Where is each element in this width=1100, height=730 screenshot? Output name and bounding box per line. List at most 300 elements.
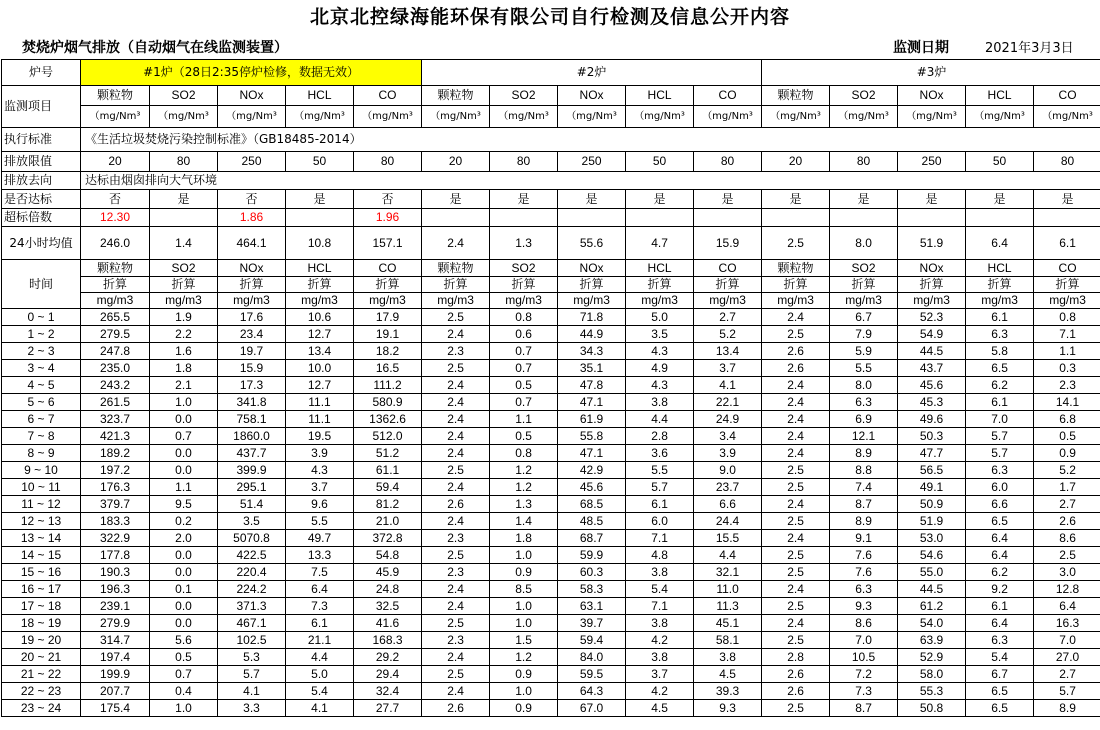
hour-row: [2, 513, 1100, 530]
hour-value: 0.0: [150, 547, 218, 564]
hour-value: 2.6: [422, 496, 490, 513]
hour-value: 6.2: [966, 564, 1034, 581]
hour-value: 27.0: [1034, 649, 1100, 666]
hour-value: 17.6: [218, 309, 286, 326]
hour-value: 42.9: [558, 462, 626, 479]
hour-value: 8.6: [830, 615, 898, 632]
exceed-value: [558, 209, 626, 227]
hour-value: 59.9: [558, 547, 626, 564]
hour-value: 54.8: [354, 547, 422, 564]
pollutant-header: CO: [354, 86, 422, 106]
calc-pollutant-name: 颗粒物: [422, 260, 490, 277]
emission-table: [1, 59, 1100, 717]
hour-value: 11.1: [286, 394, 354, 411]
hour-value: 6.5: [966, 700, 1034, 717]
hour-value: 21.1: [286, 632, 354, 649]
hour-value: 56.5: [898, 462, 966, 479]
unit-cell: （mg/Nm³: [490, 106, 558, 128]
hour-value: 7.0: [830, 632, 898, 649]
hour-value: 4.5: [694, 666, 762, 683]
calc-converted-label: 折算: [81, 277, 150, 293]
calc-converted-label: 折算: [286, 277, 354, 293]
hour-value: 5.7: [626, 479, 694, 496]
limit-label: 排放限值: [2, 152, 81, 172]
hour-value: 0.5: [490, 428, 558, 445]
hour-value: 6.8: [1034, 411, 1100, 428]
calc-pollutant-name: SO2: [490, 260, 558, 277]
hour-value: 372.8: [354, 530, 422, 547]
hour-value: 2.5: [762, 479, 830, 496]
hour-value: 0.0: [150, 598, 218, 615]
hour-value: 2.6: [762, 683, 830, 700]
unit-cell: （mg/Nm³: [422, 106, 490, 128]
calc-pollutant-name: NOx: [218, 260, 286, 277]
hour-value: 11.3: [694, 598, 762, 615]
hour-value: 7.0: [966, 411, 1034, 428]
exceed-value: 12.30: [81, 209, 150, 227]
hour-value: 19.5: [286, 428, 354, 445]
hour-value: 111.2: [354, 377, 422, 394]
hour-value: 1.0: [490, 547, 558, 564]
hour-value: 3.3: [218, 700, 286, 717]
hour-value: 7.4: [830, 479, 898, 496]
hour-value: 0.0: [150, 615, 218, 632]
pollutant-header: 颗粒物: [422, 86, 490, 106]
hour-value: 6.4: [1034, 598, 1100, 615]
hour-value: 2.4: [762, 496, 830, 513]
unit-cell: （mg/Nm³: [286, 106, 354, 128]
hour-value: 3.5: [218, 513, 286, 530]
hour-value: 8.5: [490, 581, 558, 598]
hour-value: 279.5: [81, 326, 150, 343]
hour-value: 16.3: [1034, 615, 1100, 632]
compliance-value: 是: [150, 190, 218, 209]
hour-value: 421.3: [81, 428, 150, 445]
hour-value: 8.8: [830, 462, 898, 479]
pollutant-header: HCL: [626, 86, 694, 106]
pollutant-header: SO2: [150, 86, 218, 106]
hour-time: 12 ~ 13: [2, 513, 81, 530]
pollutant-header: NOx: [898, 86, 966, 106]
compliance-value: 是: [898, 190, 966, 209]
hour-value: 7.3: [830, 683, 898, 700]
hour-row: [2, 394, 1100, 411]
limit-row: [2, 152, 1100, 172]
hour-value: 51.9: [898, 513, 966, 530]
hour-row: [2, 360, 1100, 377]
hour-value: 8.9: [1034, 700, 1100, 717]
hour-value: 41.6: [354, 615, 422, 632]
hour-value: 52.9: [898, 649, 966, 666]
hour-value: 8.0: [830, 377, 898, 394]
hour-row: [2, 530, 1100, 547]
hour-time: 17 ~ 18: [2, 598, 81, 615]
hour-value: 2.4: [762, 445, 830, 462]
hour-row: [2, 377, 1100, 394]
pollutant-header: 颗粒物: [81, 86, 150, 106]
hour-value: 1.8: [490, 530, 558, 547]
hour-value: 0.9: [490, 564, 558, 581]
hour-value: 2.5: [762, 547, 830, 564]
hour-value: 6.3: [830, 581, 898, 598]
hour-value: 6.1: [966, 309, 1034, 326]
calc-converted-label: 折算: [422, 277, 490, 293]
hour-value: 0.7: [150, 666, 218, 683]
hour-value: 177.8: [81, 547, 150, 564]
hour-value: 6.4: [966, 615, 1034, 632]
hour-value: 71.8: [558, 309, 626, 326]
hour-value: 21.0: [354, 513, 422, 530]
exceed-value: [966, 209, 1034, 227]
hour-row: [2, 445, 1100, 462]
pollutant-header: 颗粒物: [762, 86, 830, 106]
hour-value: 5.4: [626, 581, 694, 598]
hour-value: 2.4: [422, 581, 490, 598]
hour-time: 16 ~ 17: [2, 581, 81, 598]
exceed-value: 1.86: [218, 209, 286, 227]
hour-value: 4.2: [626, 632, 694, 649]
hour-value: 102.5: [218, 632, 286, 649]
hour-value: 58.3: [558, 581, 626, 598]
hour-value: 220.4: [218, 564, 286, 581]
hour-value: 2.5: [762, 564, 830, 581]
hour-value: 8.7: [830, 700, 898, 717]
hour-value: 2.5: [422, 462, 490, 479]
hour-value: 12.7: [286, 326, 354, 343]
hour-value: 7.9: [830, 326, 898, 343]
hour-value: 53.0: [898, 530, 966, 547]
standard-label: 执行标准: [2, 128, 81, 152]
hour-value: 2.4: [762, 394, 830, 411]
hour-value: 39.7: [558, 615, 626, 632]
exceed-value: [490, 209, 558, 227]
hour-value: 1.4: [490, 513, 558, 530]
hour-value: 1.1: [490, 411, 558, 428]
furnace-3-header: #3炉: [762, 60, 1100, 86]
hour-value: 4.3: [286, 462, 354, 479]
hour-value: 0.7: [150, 428, 218, 445]
hour-value: 19.1: [354, 326, 422, 343]
pollutant-header: NOx: [558, 86, 626, 106]
hour-value: 7.6: [830, 547, 898, 564]
hour-row: [2, 479, 1100, 496]
hour-value: 6.7: [966, 666, 1034, 683]
hour-value: 44.5: [898, 581, 966, 598]
hour-value: 1.5: [490, 632, 558, 649]
hour-value: 1.0: [490, 598, 558, 615]
hour-value: 6.0: [626, 513, 694, 530]
hour-value: 1.1: [1034, 343, 1100, 360]
hour-value: 17.3: [218, 377, 286, 394]
limit-value: 20: [81, 152, 150, 172]
hour-value: 261.5: [81, 394, 150, 411]
avg-24h-value: 464.1: [218, 227, 286, 260]
hour-value: 47.1: [558, 394, 626, 411]
exceed-value: [762, 209, 830, 227]
hour-value: 5.9: [830, 343, 898, 360]
hour-value: 2.3: [422, 343, 490, 360]
avg-24h-value: 8.0: [830, 227, 898, 260]
hour-value: 59.4: [354, 479, 422, 496]
hour-value: 6.2: [966, 377, 1034, 394]
hour-value: 29.2: [354, 649, 422, 666]
compliance-value: 是: [490, 190, 558, 209]
limit-value: 80: [1034, 152, 1100, 172]
calc-pollutant-name: 颗粒物: [81, 260, 150, 277]
hour-value: 2.5: [422, 666, 490, 683]
hour-value: 9.5: [150, 496, 218, 513]
calc-pollutant-name: 颗粒物: [762, 260, 830, 277]
hour-value: 0.5: [490, 377, 558, 394]
hour-value: 55.0: [898, 564, 966, 581]
hour-value: 5.7: [1034, 683, 1100, 700]
hour-value: 1.0: [490, 615, 558, 632]
hour-value: 64.3: [558, 683, 626, 700]
hour-value: 2.5: [422, 360, 490, 377]
hour-value: 11.0: [694, 581, 762, 598]
hour-value: 2.4: [762, 309, 830, 326]
exceed-row: [2, 209, 1100, 227]
hour-value: 0.8: [490, 309, 558, 326]
hour-value: 512.0: [354, 428, 422, 445]
hour-value: 0.0: [150, 564, 218, 581]
hour-value: 189.2: [81, 445, 150, 462]
hour-value: 8.6: [1034, 530, 1100, 547]
hour-value: 4.4: [626, 411, 694, 428]
hour-value: 176.3: [81, 479, 150, 496]
hour-value: 2.5: [422, 309, 490, 326]
exceed-value: [422, 209, 490, 227]
calc-converted-label: 折算: [218, 277, 286, 293]
hour-value: 2.5: [762, 462, 830, 479]
hour-value: 379.7: [81, 496, 150, 513]
calc-converted-label: 折算: [558, 277, 626, 293]
hour-value: 47.7: [898, 445, 966, 462]
hour-value: 4.3: [626, 377, 694, 394]
hour-time: 3 ~ 4: [2, 360, 81, 377]
hour-value: 58.1: [694, 632, 762, 649]
hour-value: 2.4: [762, 581, 830, 598]
hour-time: 23 ~ 24: [2, 700, 81, 717]
hour-value: 2.6: [762, 360, 830, 377]
hour-time: 4 ~ 5: [2, 377, 81, 394]
hour-value: 9.2: [966, 581, 1034, 598]
limit-value: 250: [558, 152, 626, 172]
calc-converted-label: 折算: [966, 277, 1034, 293]
hour-value: 12.7: [286, 377, 354, 394]
hour-value: 2.3: [422, 632, 490, 649]
hour-value: 5.4: [966, 649, 1034, 666]
hour-value: 9.6: [286, 496, 354, 513]
hour-value: 10.6: [286, 309, 354, 326]
calc-converted-label: 折算: [1034, 277, 1100, 293]
hour-value: 3.9: [694, 445, 762, 462]
hour-row: [2, 564, 1100, 581]
hour-value: 5.5: [626, 462, 694, 479]
hour-value: 51.2: [354, 445, 422, 462]
hour-value: 24.9: [694, 411, 762, 428]
hour-value: 63.9: [898, 632, 966, 649]
hour-value: 197.2: [81, 462, 150, 479]
hour-value: 2.3: [422, 530, 490, 547]
unit-cell: （mg/Nm³: [830, 106, 898, 128]
hour-value: 0.7: [490, 394, 558, 411]
hour-value: 6.3: [830, 394, 898, 411]
hour-value: 2.5: [762, 326, 830, 343]
limit-value: 80: [490, 152, 558, 172]
hour-value: 12.8: [1034, 581, 1100, 598]
hour-value: 60.3: [558, 564, 626, 581]
hour-time: 10 ~ 11: [2, 479, 81, 496]
hour-value: 323.7: [81, 411, 150, 428]
unit-cell: （mg/Nm³: [898, 106, 966, 128]
hour-row: [2, 343, 1100, 360]
hour-value: 2.5: [422, 615, 490, 632]
compliance-value: 否: [354, 190, 422, 209]
hour-time: 19 ~ 20: [2, 632, 81, 649]
hour-value: 55.3: [898, 683, 966, 700]
avg-24h-value: 6.1: [1034, 227, 1100, 260]
hour-value: 3.6: [626, 445, 694, 462]
avg-24h-value: 157.1: [354, 227, 422, 260]
hour-value: 190.3: [81, 564, 150, 581]
calc-pollutant-name: NOx: [558, 260, 626, 277]
hour-value: 16.5: [354, 360, 422, 377]
exceed-value: [286, 209, 354, 227]
hour-value: 5.4: [286, 683, 354, 700]
hour-time: 1 ~ 2: [2, 326, 81, 343]
hour-value: 61.2: [898, 598, 966, 615]
destination-row: [2, 172, 1100, 190]
hour-value: 4.9: [626, 360, 694, 377]
hour-value: 6.7: [830, 309, 898, 326]
limit-value: 80: [150, 152, 218, 172]
hour-time: 6 ~ 7: [2, 411, 81, 428]
hour-value: 5.7: [218, 666, 286, 683]
calc-converted-label: 折算: [354, 277, 422, 293]
hour-value: 0.8: [490, 445, 558, 462]
pollutant-header: NOx: [218, 86, 286, 106]
calc-header-row-names: [2, 260, 1100, 277]
hour-time: 5 ~ 6: [2, 394, 81, 411]
hour-value: 2.4: [422, 377, 490, 394]
hour-value: 6.4: [966, 530, 1034, 547]
hour-value: 13.3: [286, 547, 354, 564]
furnace-1-header: #1炉（28日2:35停炉检修，数据无效）: [81, 60, 422, 86]
calc-converted-label: 折算: [898, 277, 966, 293]
avg-24h-value: 246.0: [81, 227, 150, 260]
hour-row: [2, 428, 1100, 445]
hour-time: 0 ~ 1: [2, 309, 81, 326]
hour-value: 45.1: [694, 615, 762, 632]
hour-value: 9.1: [830, 530, 898, 547]
hour-value: 758.1: [218, 411, 286, 428]
hour-value: 1.0: [490, 683, 558, 700]
hour-value: 2.0: [150, 530, 218, 547]
hour-time: 22 ~ 23: [2, 683, 81, 700]
calc-unit-label: mg/m3: [422, 293, 490, 309]
limit-value: 20: [762, 152, 830, 172]
calc-header-row-unit: [2, 293, 1100, 309]
avg-24h-value: 4.7: [626, 227, 694, 260]
hour-value: 23.7: [694, 479, 762, 496]
hour-value: 197.4: [81, 649, 150, 666]
hour-value: 3.8: [626, 649, 694, 666]
monitor-date-value: 2021年3月3日: [985, 41, 1074, 56]
compliance-value: 是: [626, 190, 694, 209]
hour-value: 2.4: [762, 615, 830, 632]
hour-value: 6.3: [966, 462, 1034, 479]
hour-value: 207.7: [81, 683, 150, 700]
hour-value: 49.6: [898, 411, 966, 428]
hour-value: 4.1: [694, 377, 762, 394]
avg-24h-value: 15.9: [694, 227, 762, 260]
hour-value: 1860.0: [218, 428, 286, 445]
hour-value: 0.0: [150, 462, 218, 479]
hour-value: 0.8: [1034, 309, 1100, 326]
hour-value: 243.2: [81, 377, 150, 394]
unit-cell: （mg/Nm³: [1034, 106, 1100, 128]
hour-value: 1.3: [490, 496, 558, 513]
calc-unit-label: mg/m3: [694, 293, 762, 309]
hour-value: 0.1: [150, 581, 218, 598]
hour-value: 54.9: [898, 326, 966, 343]
hour-value: 2.4: [762, 530, 830, 547]
hour-value: 3.8: [626, 615, 694, 632]
hour-value: 45.6: [898, 377, 966, 394]
hour-value: 2.4: [422, 479, 490, 496]
hour-time: 2 ~ 3: [2, 343, 81, 360]
hour-value: 6.3: [966, 632, 1034, 649]
hour-value: 8.9: [830, 513, 898, 530]
hour-value: 4.4: [286, 649, 354, 666]
hour-value: 5.0: [286, 666, 354, 683]
hour-value: 27.7: [354, 700, 422, 717]
hour-value: 2.4: [422, 683, 490, 700]
pollutant-header: CO: [694, 86, 762, 106]
pollutant-header: SO2: [490, 86, 558, 106]
hour-value: 322.9: [81, 530, 150, 547]
calc-pollutant-name: HCL: [966, 260, 1034, 277]
hour-value: 47.8: [558, 377, 626, 394]
hour-value: 8.9: [830, 445, 898, 462]
hour-value: 50.3: [898, 428, 966, 445]
hour-value: 2.8: [626, 428, 694, 445]
monitor-date-label: 监测日期: [893, 40, 949, 56]
hour-row: [2, 309, 1100, 326]
hour-value: 235.0: [81, 360, 150, 377]
hour-value: 2.6: [1034, 513, 1100, 530]
hour-value: 2.7: [1034, 666, 1100, 683]
hour-value: 437.7: [218, 445, 286, 462]
hour-value: 55.8: [558, 428, 626, 445]
hour-value: 5.5: [286, 513, 354, 530]
hour-value: 13.4: [694, 343, 762, 360]
hour-value: 43.7: [898, 360, 966, 377]
hour-value: 7.1: [626, 598, 694, 615]
hour-value: 5.3: [218, 649, 286, 666]
report-subtitle: 焚烧炉烟气排放（自动烟气在线监测装置）: [22, 40, 288, 56]
monitor-item-label: 监测项目: [2, 86, 81, 128]
calc-pollutant-name: CO: [694, 260, 762, 277]
hour-value: 6.5: [966, 683, 1034, 700]
limit-value: 80: [830, 152, 898, 172]
hour-value: 8.7: [830, 496, 898, 513]
hour-time: 20 ~ 21: [2, 649, 81, 666]
hour-value: 3.8: [694, 649, 762, 666]
hour-value: 7.1: [1034, 326, 1100, 343]
hour-value: 2.6: [762, 343, 830, 360]
